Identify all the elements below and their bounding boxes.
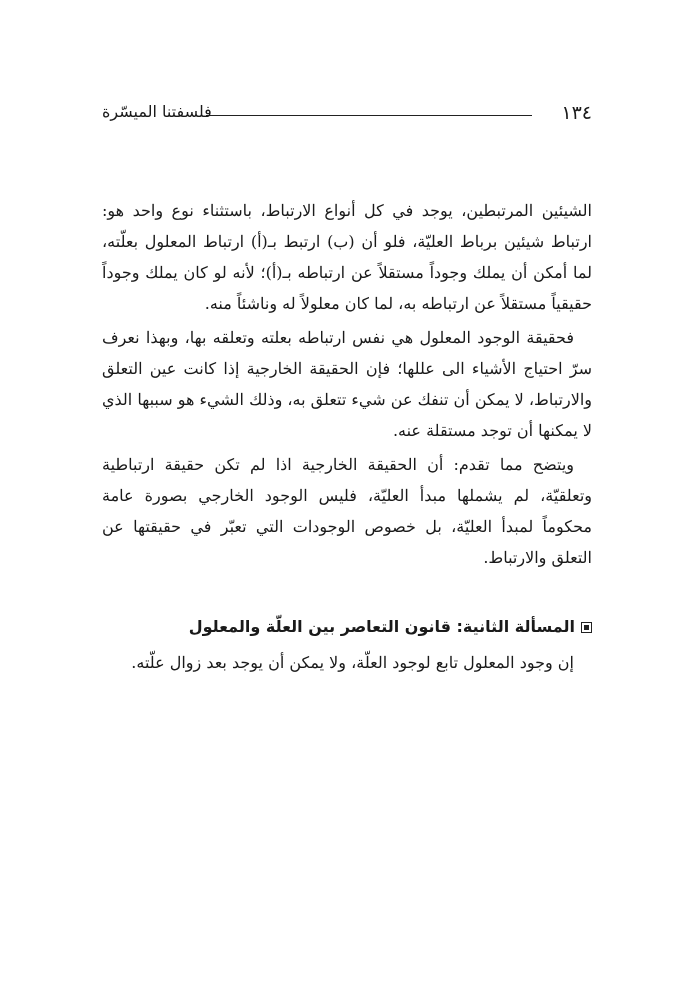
section-paragraph: إن وجود المعلول تابع لوجود العلّة، ولا يمكن أن يوجد بعد زوال علّته.	[131, 653, 574, 672]
section-heading	[102, 613, 592, 641]
page-body	[102, 195, 592, 678]
page-number: ١٣٤	[561, 102, 592, 124]
header-rule	[206, 115, 532, 116]
body-paragraph: الشيئين المرتبطين، يوجد في كل أنواع الارتباط، باستثناء نوع واحد هو: ارتباط شيئين برباط العليّة، فلو أن (ب) ارتبط بـ(أ) ارتباط المعلول بعلّته، لما أمكن أن يملك وجوداً مستقلاً عن ارتباطه بـ(أ)؛ لأنه لو كان يملك وجوداً حقيقياً مستقلاً عن ارتباطه به، لما كان معلولاً له وناشئاً منه.	[102, 201, 593, 313]
running-header	[102, 100, 592, 130]
body-paragraph: فحقيقة الوجود المعلول هي نفس ارتباطه بعلته وتعلقه بها، وبهذا نعرف سرّ احتياج الأشياء الى عللها؛ فإن الحقيقة الخارجية إذا كانت عين التعلق والارتباط، لا يمكن أن تنفك عن شيء تتعلق به، وذلك الشيء هو سببها الذي لا يمكنها أن توجد مستقلة عنه.	[102, 328, 592, 440]
square-bullet-icon	[581, 622, 592, 633]
body-paragraph: ويتضح مما تقدم: أن الحقيقة الخارجية اذا لم تكن حقيقة ارتباطية وتعلقيّة، لم يشملها مبدأ العليّة، فليس الوجود الخارجي بصورة عامة محكوماً لمبدأ العليّة، بل خصوص الوجودات التي تعبّر في حقيقتها عن التعلق والارتباط.	[102, 455, 592, 567]
section-heading-text: المسألة الثانية: قانون التعاصر بين العلّة والمعلول	[188, 617, 575, 636]
book-title: فلسفتنا الميسّرة	[102, 102, 212, 121]
